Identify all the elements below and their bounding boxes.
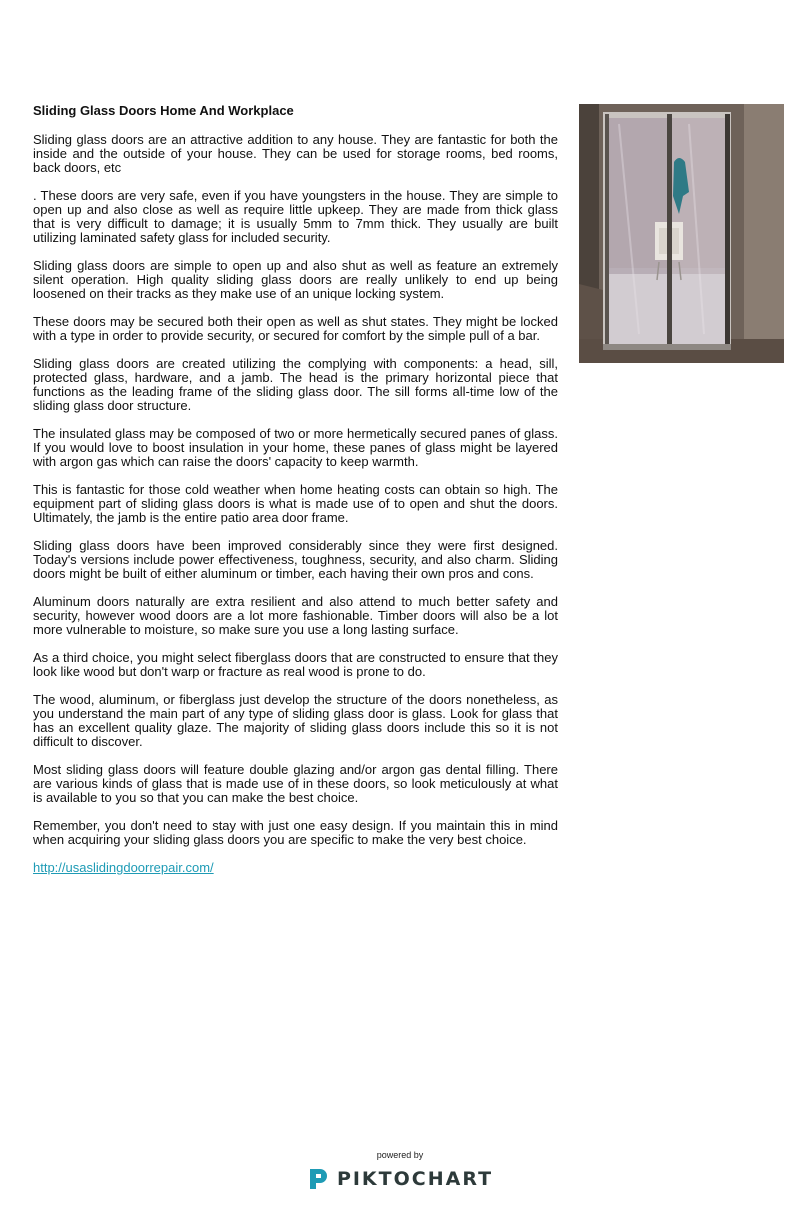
- paragraph-3: Sliding glass doors are simple to open up and also shut as well as feature an extremely silent operation. High quality sliding glass doors are really unlikely to end up being loosened on their tracks as they make use of an unique locking system.: [33, 258, 558, 301]
- paragraph-10: As a third choice, you might select fiberglass doors that are constructed to ensure that they look like wood but don't warp or fracture as real wood is prone to do.: [33, 650, 558, 679]
- link-paragraph: [33, 861, 558, 875]
- paragraph-11: The wood, aluminum, or fiberglass just develop the structure of the doors nonetheless, as you understand the main part of any type of sliding glass door is glass. Look for glass that has an excellent quality glaze. The majority of sliding glass doors include this so it is not difficult to discover.: [33, 692, 558, 749]
- photo-illustration: [579, 104, 784, 363]
- powered-by-label: powered by: [376, 1150, 424, 1160]
- paragraph-8: Sliding glass doors have been improved considerably since they were first designed. Today's versions include power effectiveness, toughness, security, and also charm. Sliding doors might be built of either aluminum or timber, each having their own pros and cons.: [33, 538, 558, 581]
- paragraph-4: These doors may be secured both their open as well as shut states. They might be locked with a type in order to provide security, or secured for comfort by the simple pull of a bar.: [33, 314, 558, 343]
- piktochart-logo[interactable]: [307, 1166, 493, 1192]
- source-link[interactable]: http://usaslidingdoorrepair.com/: [33, 860, 214, 875]
- footer: [0, 1150, 800, 1197]
- paragraph-13: Remember, you don't need to stay with just one easy design. If you maintain this in mind when acquiring your sliding glass doors you are specific to make the very best choice.: [33, 818, 558, 847]
- paragraph-2: . These doors are very safe, even if you have youngsters in the house. They are simple to open up and also close as well as require little upkeep. They are made from thick glass that is very difficult to damage; it is usually 5mm to 7mm thick. They usually are built utilizing laminated safety glass for included security.: [33, 188, 558, 245]
- article: [33, 103, 558, 889]
- paragraph-7: This is fantastic for those cold weather when home heating costs can obtain so high. The equipment part of sliding glass doors is what is made use of to open and shut the doors. Ultimately, the jamb is the entire patio area door frame.: [33, 482, 558, 525]
- sliding-glass-door-photo: [579, 104, 784, 363]
- paragraph-6: The insulated glass may be composed of two or more hermetically secured panes of glass. If you would love to boost insulation in your home, these panes of glass might be layered with argon gas which can raise the doors' capacity to keep warmth.: [33, 426, 558, 469]
- paragraph-1: Sliding glass doors are an attractive addition to any house. They are fantastic for both the inside and the outside of your house. They can be used for storage rooms, bed rooms, back doors, etc: [33, 132, 558, 175]
- paragraph-9: Aluminum doors naturally are extra resilient and also attend to much better safety and security, however wood doors are a lot more fashionable. Timber doors will also be a lot more vulnerable to moisture, so make sure you use a long lasting surface.: [33, 594, 558, 637]
- paragraph-12: Most sliding glass doors will feature double glazing and/or argon gas dental filling. There are various kinds of glass that is made use of in these doors, so look meticulously at what is available to you so that you can make the best choice.: [33, 762, 558, 805]
- article-title: Sliding Glass Doors Home And Workplace: [33, 103, 294, 118]
- paragraph-5: Sliding glass doors are created utilizing the complying with components: a head, sill, protected glass, hardware, and a jamb. The head is the primary horizontal piece that functions as the leading frame of the sliding glass door. The sill forms all-time low of the sliding glass door structure.: [33, 356, 558, 413]
- brand-name: PIKTOCHART: [336, 1168, 494, 1190]
- piktochart-mark-icon: [307, 1166, 329, 1192]
